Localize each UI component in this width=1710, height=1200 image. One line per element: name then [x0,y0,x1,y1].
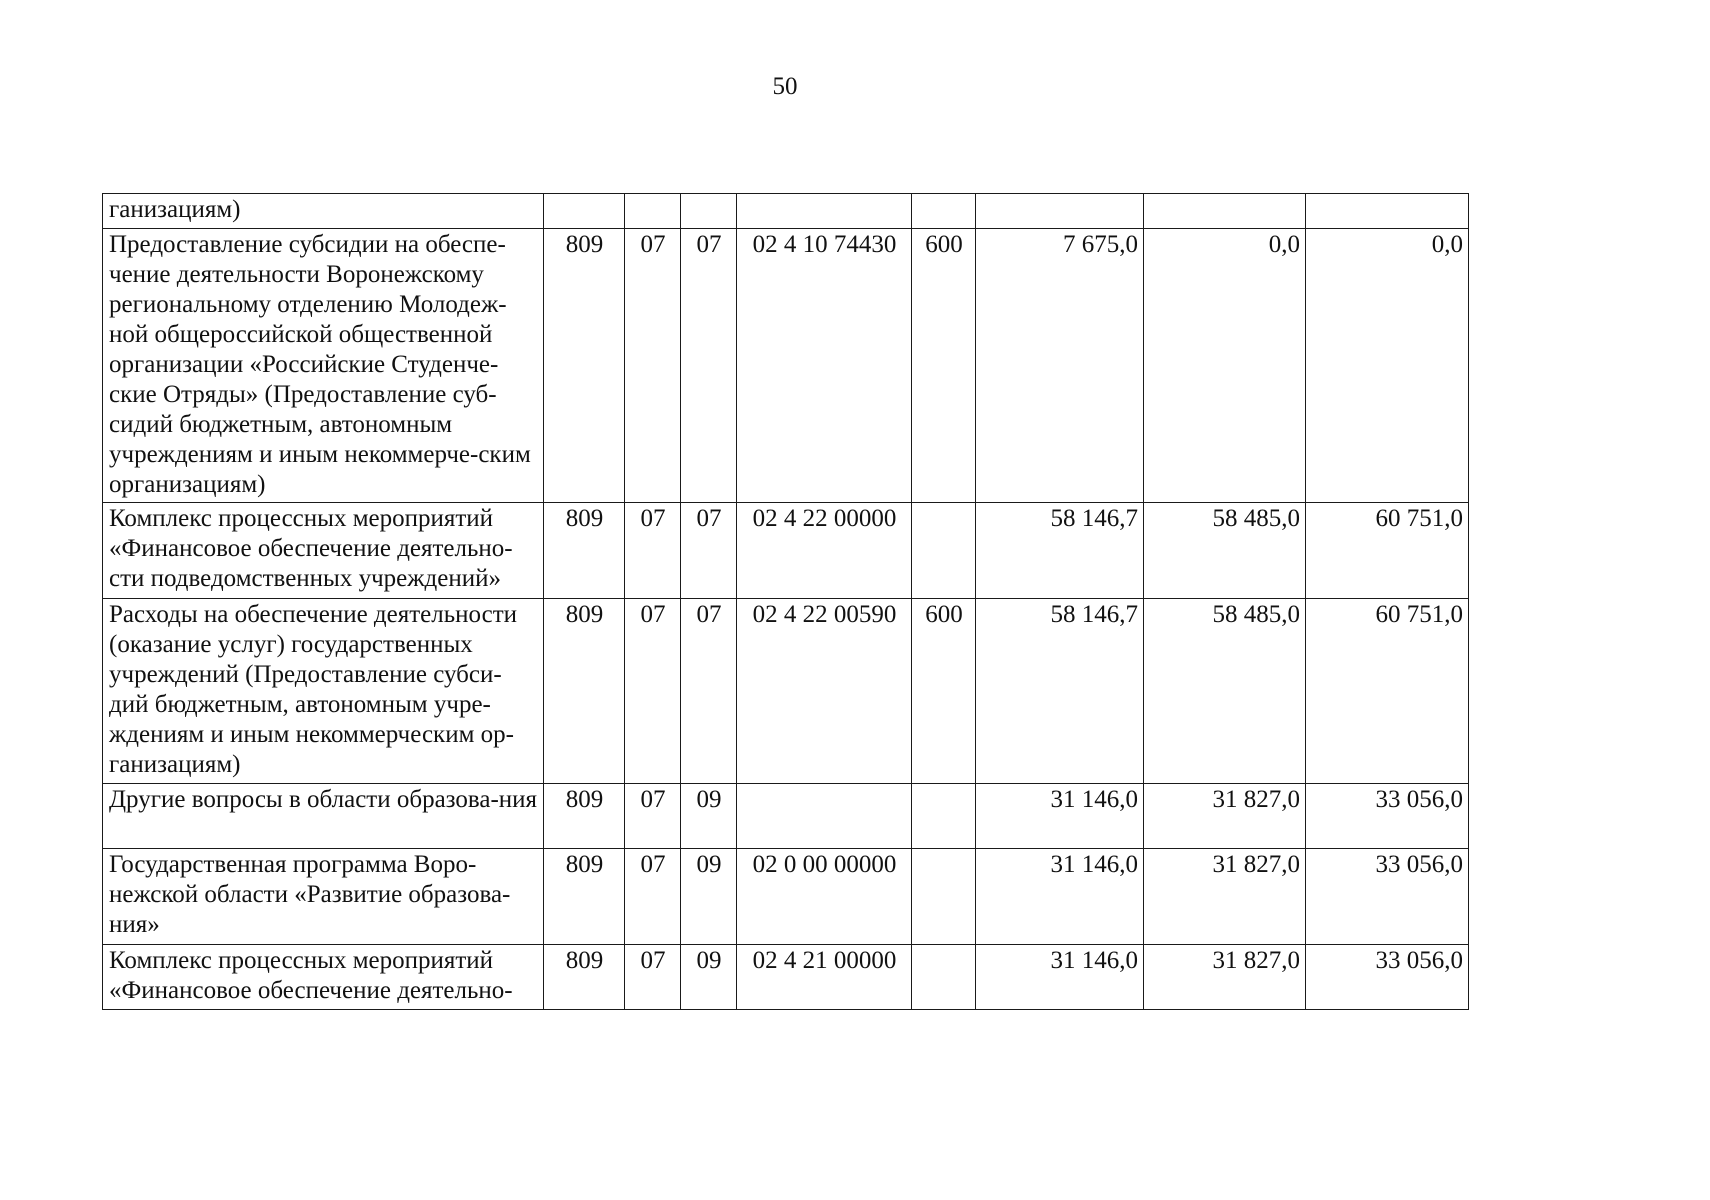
table-row [103,849,1469,945]
section-cell: 07 [625,599,681,784]
section-cell: 07 [625,229,681,503]
subsection-cell: 09 [681,849,737,945]
expense-name-cell: Государственная программа Воро-нежской области «Развитие образова-ния» [103,849,544,945]
amount-year2-cell [1144,194,1306,229]
target-article-cell: 02 4 22 00590 [737,599,912,784]
subsection-cell: 07 [681,503,737,599]
table-row [103,784,1469,849]
expense-name-cell: Комплекс процессных мероприятий «Финансовое обеспечение деятельно-сти подведомственных учреждений» [103,503,544,599]
target-article-cell: 02 4 10 74430 [737,229,912,503]
amount-year3-cell: 33 056,0 [1306,784,1469,849]
amount-year3-cell: 60 751,0 [1306,503,1469,599]
table-row [103,599,1469,784]
target-article-cell: 02 4 21 00000 [737,945,912,1010]
expense-type-cell [912,849,976,945]
expense-type-cell [912,503,976,599]
grbs-cell: 809 [544,229,625,503]
target-article-cell [737,784,912,849]
section-cell: 07 [625,849,681,945]
section-cell: 07 [625,503,681,599]
amount-year3-cell: 0,0 [1306,229,1469,503]
amount-year2-cell: 58 485,0 [1144,599,1306,784]
expense-name-cell: Комплекс процессных мероприятий «Финансовое обеспечение деятельно- [103,945,544,1010]
section-cell: 07 [625,945,681,1010]
subsection-cell [681,194,737,229]
grbs-cell [544,194,625,229]
grbs-cell: 809 [544,945,625,1010]
amount-year1-cell: 31 146,0 [976,849,1144,945]
target-article-cell: 02 4 22 00000 [737,503,912,599]
grbs-cell: 809 [544,503,625,599]
grbs-cell: 809 [544,849,625,945]
amount-year1-cell: 58 146,7 [976,503,1144,599]
amount-year2-cell: 31 827,0 [1144,784,1306,849]
amount-year3-cell: 33 056,0 [1306,849,1469,945]
subsection-cell: 07 [681,599,737,784]
expense-type-cell: 600 [912,599,976,784]
expense-type-cell [912,945,976,1010]
amount-year3-cell: 33 056,0 [1306,945,1469,1010]
table-row [103,194,1469,229]
amount-year2-cell: 31 827,0 [1144,849,1306,945]
amount-year1-cell: 31 146,0 [976,784,1144,849]
expense-type-cell [912,194,976,229]
expense-name-cell: Предоставление субсидии на обеспе-чение деятельности Воронежскому региональному отделению Молодеж-ной общероссийской общественной организации «Российские Студенче-ские Отряды» (Предоставление суб-сидий бюджетным, автономным учреждениям и иным некоммерче-ским организациям) [103,229,544,503]
amount-year1-cell: 31 146,0 [976,945,1144,1010]
section-cell: 07 [625,784,681,849]
target-article-cell [737,194,912,229]
budget-table [102,193,1469,1010]
amount-year1-cell: 58 146,7 [976,599,1144,784]
amount-year1-cell: 7 675,0 [976,229,1144,503]
expense-type-cell [912,784,976,849]
expense-name-cell: ганизациям) [103,194,544,229]
table-row [103,229,1469,503]
subsection-cell: 09 [681,784,737,849]
amount-year3-cell [1306,194,1469,229]
expense-type-cell: 600 [912,229,976,503]
table-row [103,945,1469,1010]
page-number: 50 [772,73,798,100]
amount-year2-cell: 58 485,0 [1144,503,1306,599]
expense-name-cell: Другие вопросы в области образова-ния [103,784,544,849]
subsection-cell: 09 [681,945,737,1010]
amount-year2-cell: 0,0 [1144,229,1306,503]
target-article-cell: 02 0 00 00000 [737,849,912,945]
subsection-cell: 07 [681,229,737,503]
grbs-cell: 809 [544,599,625,784]
amount-year1-cell [976,194,1144,229]
expense-name-cell: Расходы на обеспечение деятельности (оказание услуг) государственных учреждений (Предоставление субси-дий бюджетным, автономным учре-ждениям и иным некоммерческим ор-ганизациям) [103,599,544,784]
amount-year3-cell: 60 751,0 [1306,599,1469,784]
amount-year2-cell: 31 827,0 [1144,945,1306,1010]
table-row [103,503,1469,599]
grbs-cell: 809 [544,784,625,849]
section-cell [625,194,681,229]
